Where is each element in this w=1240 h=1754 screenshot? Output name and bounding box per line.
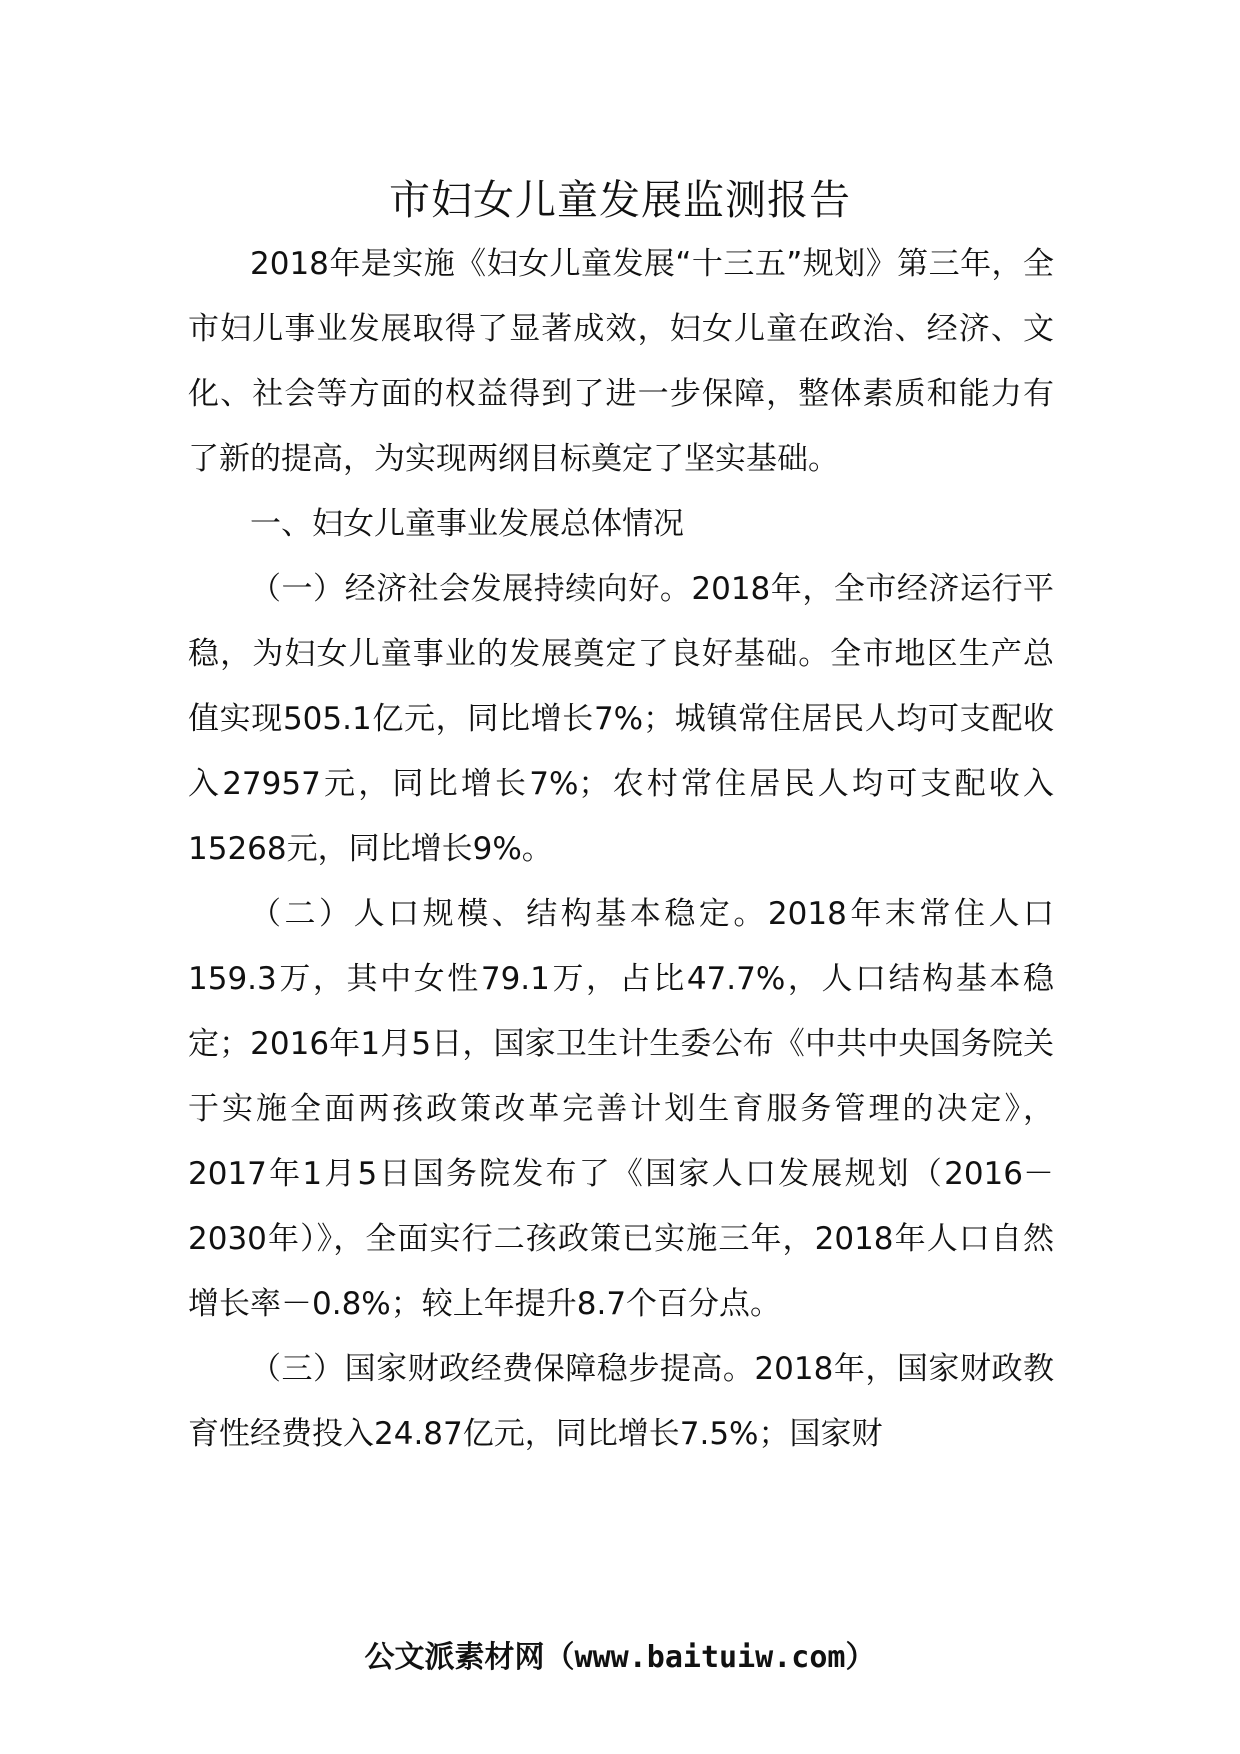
population-paragraph: （二）人口规模、结构基本稳定。2018年末常住人口159.3万，其中女性79.1万，占比47.7%，人口结构基本稳定；2016年1月5日，国家卫生计生委公布《中共中央国务院关于实施全面两孩政策改革完善计划生育服务管理的决定》，2017年1月5日国务院发布了《国家人口发展规划（2016－2030年）》，全面实行二孩政策已实施三年，2018年人口自然增长率－0.8%；较上年提升8.7个百分点。	[188, 896, 1054, 1322]
section-heading: 一、妇女儿童事业发展总体情况	[250, 506, 684, 542]
intro-paragraph: 2018年是实施《妇女儿童发展“十三五”规划》第三年，全市妇儿事业发展取得了显著成效，妇女儿童在政治、经济、文化、社会等方面的权益得到了进一步保障，整体素质和能力有了新的提高，为实现两纲目标奠定了坚实基础。	[188, 246, 1054, 477]
economy-paragraph: （一）经济社会发展持续向好。2018年，全市经济运行平稳，为妇女儿童事业的发展奠定了良好基础。全市地区生产总值实现505.1亿元，同比增长7%；城镇常住居民人均可支配收入27957元，同比增长7%；农村常住居民人均可支配收入15268元，同比增长9%。	[188, 571, 1054, 867]
document-title: 市妇女儿童发展监测报告	[389, 176, 851, 224]
footer-watermark	[0, 1638, 1240, 1678]
footer-site-name: 公文派素材网	[364, 1640, 545, 1675]
finance-paragraph: （三）国家财政经费保障稳步提高。2018年，国家财政教育性经费投入24.87亿元，同比增长7.5%；国家财	[188, 1351, 1054, 1452]
footer-url: （www.baituiw.com）	[544, 1640, 876, 1675]
document-body	[188, 232, 1054, 1467]
